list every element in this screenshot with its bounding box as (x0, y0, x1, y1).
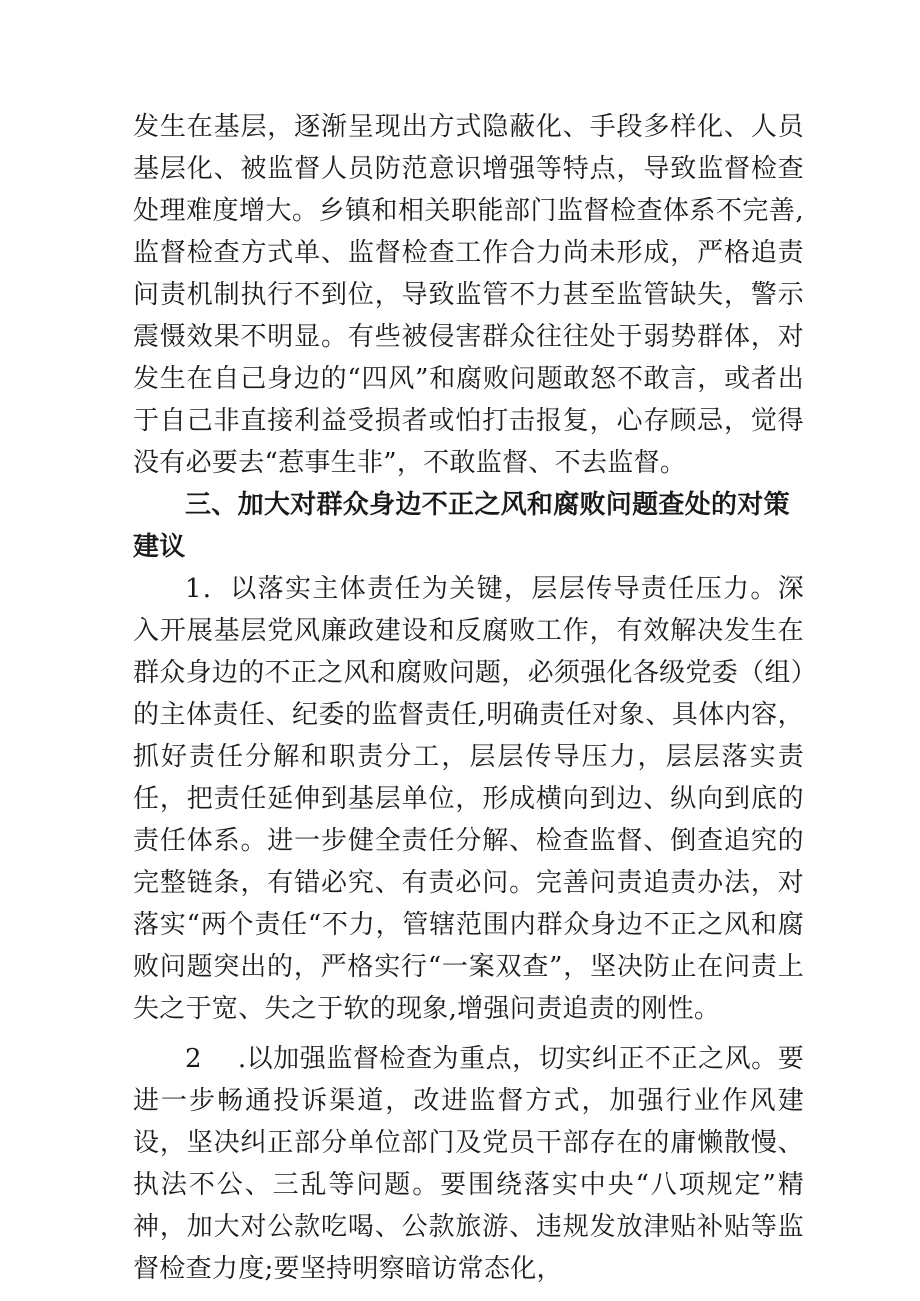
section-heading-3: 三、加大对群众身边不正之风和腐败问题查处的对策建议 (133, 490, 790, 562)
paragraph-item-1: 1．以落实主体责任为关键，层层传导责任压力。深入开展基层党风廉政建设和反腐败工作，有效解决发生在群众身边的不正之风和腐败问题，必须强化各级党委（组）的主体责任、纪委的监督责任,明确责任对象、具体内容，抓好责任分解和职责分工，层层传导压力，层层落实责任，把责任延伸到基层单位，形成横向到边、纵向到底的责任体系。进一步健全责任分解、检查监督、倒查追究的完整链条，有错必究、有责必问。完善问责追责办法，对落实“两个责任“不力，管辖范围内群众身边不正之风和腐败问题突出的，严格实行“一案双查”，坚决防止在问责上失之于宽、失之于软的现象,增强问责追责的刚性。 (133, 574, 804, 1024)
paragraph-continued: 发生在基层，逐渐呈现出方式隐蔽化、手段多样化、人员基层化、被监督人员防范意识增强等特点，导致监督检查处理难度增大。乡镇和相关职能部门监督检查体系不完善,监督检查方式单、监督检查工作合力尚未形成，严格追责问责机制执行不到位，导致监管不力甚至监管缺失，警示震慑效果不明显。有些被侵害群众往往处于弱势群体，对发生在自己身边的“四风”和腐败问题敢怒不敢言，或者出于自己非直接利益受损者或怕打击报复，心存顾忌，觉得没有必要去“惹事生非”，不敢监督、不去监督。 (133, 112, 804, 478)
item-2-number: 2 (185, 1044, 202, 1074)
paragraph-item-2 (133, 1038, 804, 1290)
item-2-text: .以加强监督检查为重点，切实纠正不正之风。要进一步畅通投诉渠道，改进监督方式，加强行业作风建设，坚决纠正部分单位部门及党员干部存在的庸懒散慢、执法不公、三乱等问题。要围绕落实中央“八项规定”精神，加大对公款吃喝、公款旅游、违规发放津贴补贴等监督检查力度;要坚持明察暗访常态化， (133, 1044, 804, 1284)
